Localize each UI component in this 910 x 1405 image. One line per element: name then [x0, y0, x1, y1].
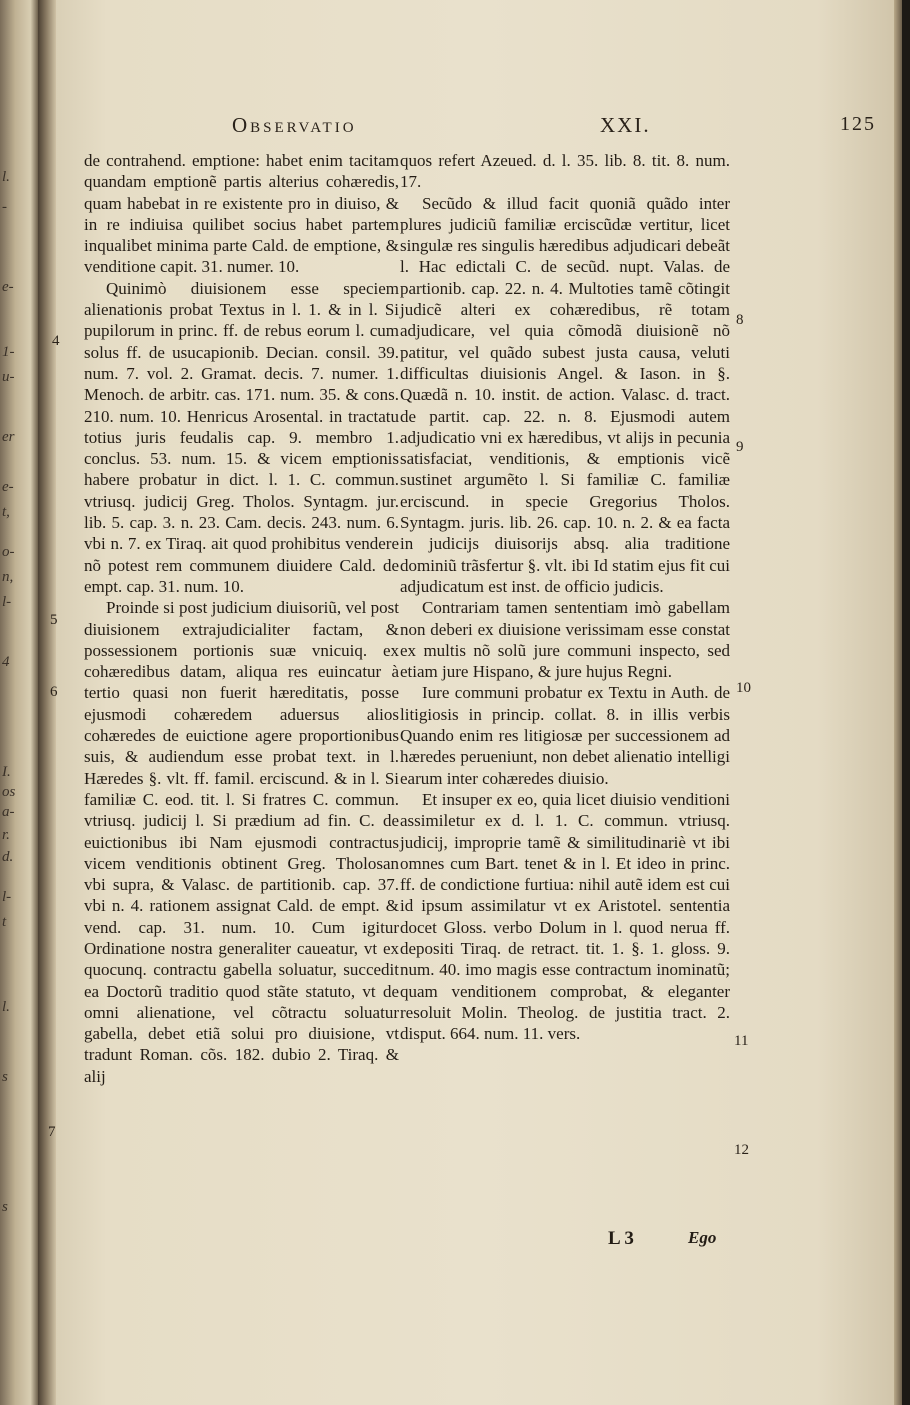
left-page-fragment: u- — [2, 369, 15, 385]
margin-number: 6 — [50, 684, 58, 700]
margin-number: 12 — [734, 1142, 749, 1158]
right-text-column — [400, 150, 730, 1044]
left-page-fragment: s — [2, 1069, 8, 1085]
paragraph: Et insuper ex eo, quia licet diuisio venditioni assimiletur ex d. l. 1. C. commun. vtriusq. judicij, improprie tamẽ & similitudinariè vt ibi omnes cum Bart. tenet & in l. Et ideo in princ. ff. de condictione furtiua: nihil autẽ idem est cui id ipsum assimilatur vt ex Aristotel. sententia docet Gloss. verbo Dolum in l. quod nerua ff. depositi Tiraq. de retract. tit. 1. §. 1. gloss. 9. num. 40. imo magis esse contractum inominatũ; quam venditionem comprobat, & eleganter resoluit Molin. Theolog. de justitia tract. 2. disput. 664. num. 11. vers. — [400, 789, 730, 1044]
left-page-fragment: s — [2, 1199, 8, 1215]
left-page-fragment: l- — [2, 889, 12, 905]
margin-number: 7 — [48, 1124, 56, 1140]
left-page-fragment: r. — [2, 827, 10, 843]
left-page-fragment: l. — [2, 999, 10, 1015]
margin-number: 5 — [50, 612, 58, 628]
running-head — [232, 113, 902, 143]
left-page-fragment: n, — [2, 569, 14, 585]
margin-number: 9 — [736, 439, 744, 455]
paragraph: quos refert Azeued. d. l. 35. lib. 8. tit. 8. num. 17. — [400, 151, 730, 192]
left-page-fragment: l- — [2, 594, 12, 610]
left-page-fragment: 4 — [2, 654, 10, 670]
printed-page — [48, 0, 902, 1405]
margin-number: 10 — [736, 680, 751, 696]
left-page-fragment: l. — [2, 169, 10, 185]
book-gutter — [38, 0, 56, 1405]
left-page-fragment: 1- — [2, 344, 15, 360]
signature-mark: L 3 — [608, 1228, 634, 1249]
paragraph: Quinimò diuisionem esse speciem alienationis probat Textus in l. 1. & in l. Si pupilorum in princ. ff. de rebus eorum l. cum solus ff. de usucapionib. Decian. consil. 39. num. 7. vol. 2. Gramat. decis. 7. numer. 1. Menoch. de arbitr. cas. 171. num. 35. & cons. 210. num. 10. Henricus Arosental. in tractatu totius juris feudalis cap. 9. membro 1. conclus. 53. num. 15. & vicem emptionis habere probatur in dict. l. 1. C. commun. vtriusq. judicij Greg. Tholos. Syntagm. jur. lib. 5. cap. 3. n. 23. Cam. decis. 243. num. 6. vbi n. 7. ex Tiraq. ait quod prohibitus vendere nõ potest rem communem diuidere Cald. de empt. cap. 31. num. 10. — [84, 278, 399, 596]
left-page-fragment: t, — [2, 504, 10, 520]
left-page-fragment: - — [2, 199, 7, 215]
page-number: 125 — [840, 113, 876, 135]
left-page-fragment: er — [2, 429, 15, 445]
paragraph: de contrahend. emptione: habet enim tacitam quandam emptionẽ partis alterius cohæredis, quam habebat in re existente pro in diuiso, & in re indiuisa quilibet socius habet partem inqualibet minima parte Cald. de emptione, & venditione capit. 31. numer. 10. — [84, 151, 399, 277]
running-head-number: XXI. — [600, 113, 651, 137]
running-head-title: Observatio — [232, 113, 357, 137]
catchword: Ego — [688, 1228, 717, 1247]
left-page-fragment: a- — [2, 804, 15, 820]
left-page-fragment: e- — [2, 279, 14, 295]
paragraph: Secũdo & illud facit quoniã quãdo inter plures judiciũ familiæ erciscũdæ vertitur, licet singulæ res singulis hæredibus adjudicari debeãt l. Hac edictali C. de secũd. nupt. Valas. de partionib. cap. 22. n. 4. Multoties tamẽ cõtingit judicẽ alteri ex cohæredibus, rẽ totam adjudicare, vel quia cõmodã diuisionẽ nõ patitur, vel quãdo subest justa causa, veluti difficultas diuisionis Angel. & Iason. in §. Quædã n. 10. instit. de action. Valasc. d. tract. de partit. cap. 22. n. 8. Ejusmodi autem adjudicatio vni ex hæredibus, vt alijs in pecunia satisfaciat, venditionis, & emptionis vicẽ sustinet argumẽto l. Si familiæ C. familiæ erciscund. in specie Gregorius Tholos. Syntagm. juris. lib. 26. cap. 10. n. 2. & ea facta in judicijs diuisorijs absq. alia traditione dominiũ trãsfertur §. vlt. ibi Id statim ejus fit cui adjudicatum est inst. de officio judicis. — [400, 193, 730, 596]
margin-number: 11 — [734, 1033, 749, 1049]
left-page-fragment: d. — [2, 849, 14, 865]
left-page-fragment: os — [2, 784, 16, 800]
paragraph: Iure communi probatur ex Textu in Auth. de litigiosis in princip. collat. 8. in illis verbis Quando enim res litigiosæ per successionem ad hæredes perueniunt, non debet alienatio intelligi earum inter cohæredes diuisio. — [400, 683, 730, 788]
left-page-edge — [0, 0, 38, 1405]
left-page-fragment: o- — [2, 544, 15, 560]
left-page-fragment: I. — [2, 764, 11, 780]
paragraph: Contrariam tamen sententiam imò gabellam non deberi ex diuisione verissimam esse constat ex multis nõ solũ jure communi inspecto, sed etiam jure Hispano, & jure hujus Regni. — [400, 598, 730, 682]
left-page-fragment: t — [2, 914, 7, 930]
paragraph: Proinde si post judicium diuisoriũ, vel post diuisionem extrajudicialiter factam, & possessionem portionis suæ vnicuiq. ex cohæredibus datam, aliqua res euincatur à tertio quasi non fuerit hæreditatis, posse ejusmodi cohæredem aduersus alios cohæredes de euictione agere proportionibus suis, & audiendum esse probat text. in l. Hæredes §. vlt. ff. famil. erciscund. & in l. Si familiæ C. eod. tit. l. Si fratres C. commun. vtriusq. judicij l. Si prædium ad fin. C. de euictionibus ibi Nam ejusmodi contractus vicem venditionis obtinent Greg. Tholosan vbi supra, & Valasc. de partitionib. cap. 37. vbi n. 4. rationem assignat Cald. de empt. & vend. cap. 31. num. 10. Cum igitur Ordinatione nostra generaliter caueatur, vt ex quocunq. contractu gabella soluatur, succedit ea Doctorũ traditio quod stãte statuto, vt de omni alienatione, vel cõtractu soluatur gabella, debet etiã solui pro diuisione, vt tradunt Roman. cõs. 182. dubio 2. Tiraq. & alij — [84, 598, 399, 1086]
page-edge — [894, 0, 902, 1405]
margin-number: 4 — [52, 333, 60, 349]
left-text-column — [84, 150, 399, 1087]
margin-number: 8 — [736, 312, 744, 328]
left-page-fragment: e- — [2, 479, 14, 495]
